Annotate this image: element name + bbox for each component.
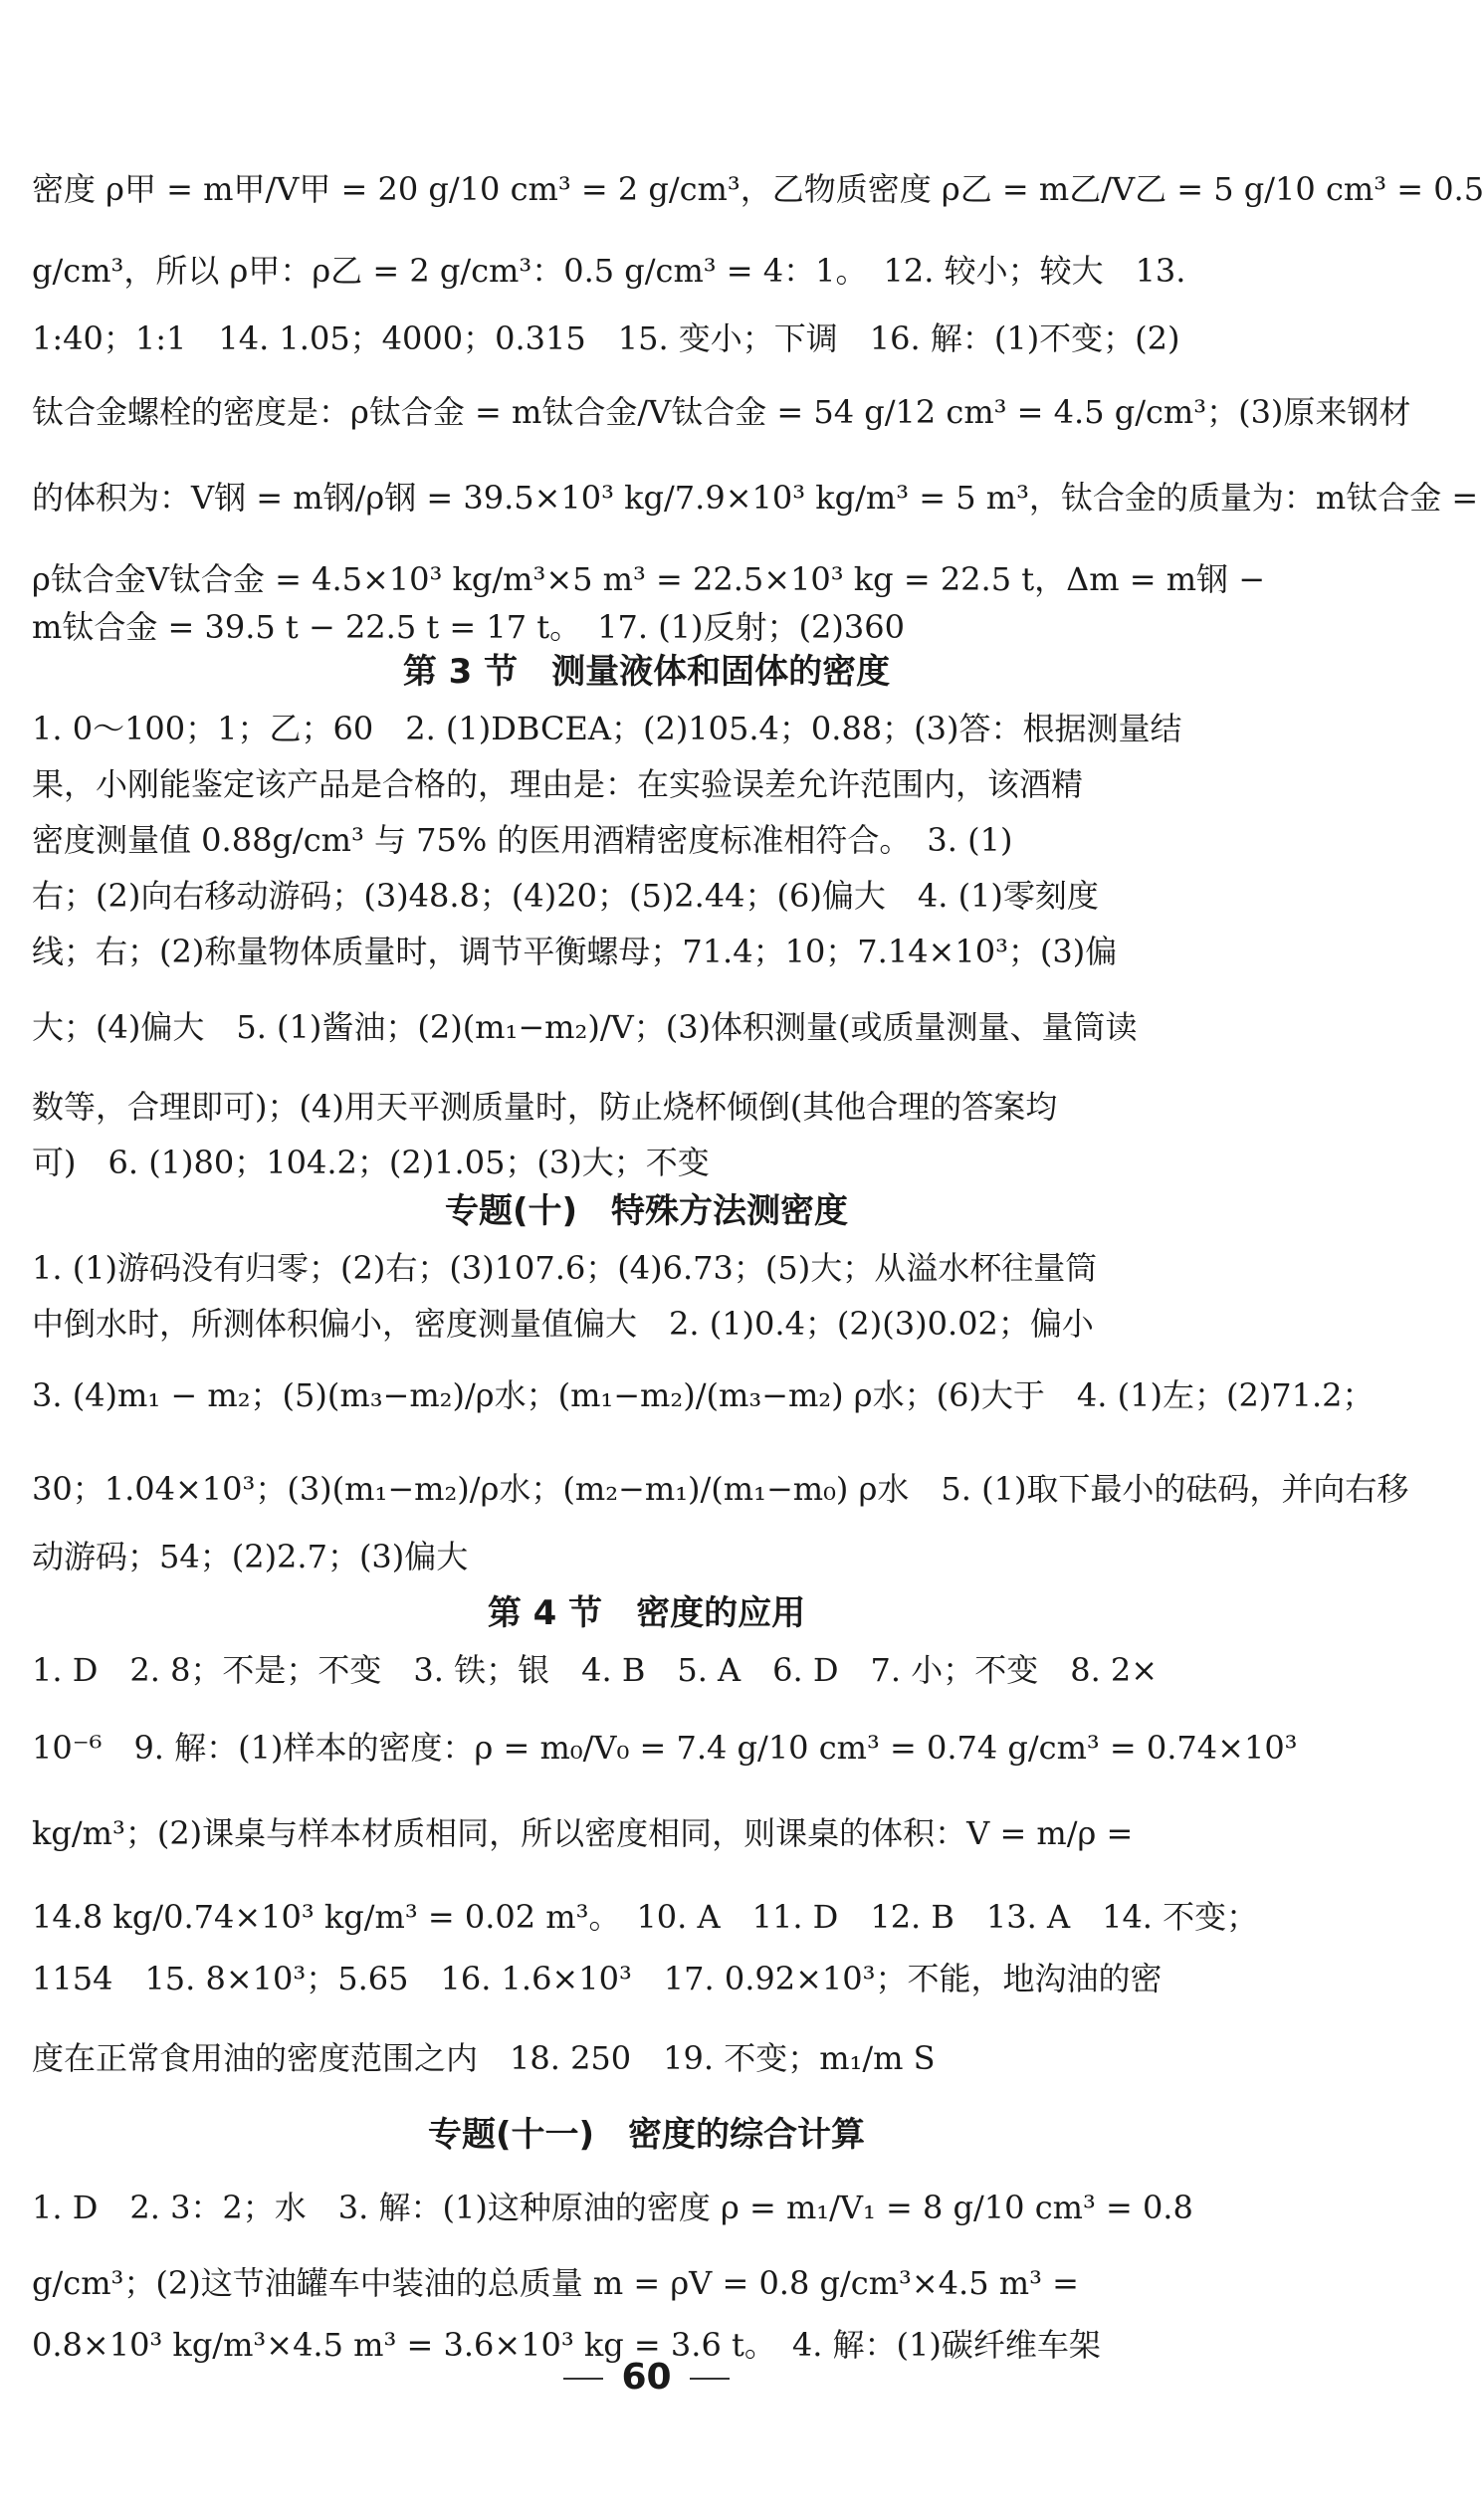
divider <box>690 2378 730 2380</box>
text-line: 1:40；1:1 14. 1.05；4000；0.315 15. 变小；下调 16. 解：(1)不变；(2) <box>32 319 1180 357</box>
text-line: 1. D 2. 3：2；水 3. 解：(1)这种原油的密度 ρ = m₁/V₁ = 8 g/10 cm³ = 0.8 <box>32 2189 1193 2226</box>
text-line: 14.8 kg/0.74×10³ kg/m³ = 0.02 m³。 10. A 11. D 12. B 13. A 14. 不变； <box>32 1898 1259 1936</box>
text-line: 1154 15. 8×10³；5.65 16. 1.6×10³ 17. 0.92×10³；不能，地沟油的密 <box>32 1960 1163 1997</box>
page-number-text: 60 <box>621 2357 672 2398</box>
text-line: 3. (4)m₁ − m₂；(5)(m₃−m₂)/ρ水；(m₁−m₂)/(m₃−m₂) ρ水；(6)大于 4. (1)左；(2)71.2； <box>32 1376 1375 1414</box>
section-heading: 专题(十) 特殊方法测密度 <box>444 1191 849 1231</box>
text-line: 动游码；54；(2)2.7；(3)偏大 <box>32 1538 469 1575</box>
text-line: 线；右；(2)称量物体质量时，调节平衡螺母；71.4；10；7.14×10³；(3)偏 <box>32 933 1118 970</box>
divider <box>563 2378 603 2380</box>
text-line: 钛合金螺栓的密度是：ρ钛合金 = m钛合金/V钛合金 = 54 g/12 cm³ = 4.5 g/cm³；(3)原来钢材 <box>32 393 1411 431</box>
text-line: 1. (1)游码没有归零；(2)右；(3)107.6；(4)6.73；(5)大；从溢水杯往量筒 <box>32 1249 1098 1287</box>
text-line: m钛合金 = 39.5 t − 22.5 t = 17 t。 17. (1)反射；(2)360 <box>32 608 905 646</box>
text-line: 0.8×10³ kg/m³×4.5 m³ = 3.6×10³ kg = 3.6 t。 4. 解：(1)碳纤维车架 <box>32 2326 1101 2364</box>
text-line: g/cm³；(2)这节油罐车中装油的总质量 m = ρV = 0.8 g/cm³×4.5 m³ = <box>32 2264 1079 2302</box>
text-line: 的体积为：V钢 = m钢/ρ钢 = 39.5×10³ kg/7.9×10³ kg/m³ = 5 m³，钛合金的质量为：m钛合金 = <box>32 479 1479 517</box>
text-line: 1. D 2. 8；不是；不变 3. 铁；银 4. B 5. A 6. D 7. 小；不变 8. 2× <box>32 1651 1159 1689</box>
text-line: 10⁻⁶ 9. 解：(1)样本的密度：ρ = m₀/V₀ = 7.4 g/10 cm³ = 0.74 g/cm³ = 0.74×10³ <box>32 1729 1298 1767</box>
text-line: 密度测量值 0.88g/cm³ 与 75% 的医用酒精密度标准相符合。 3. (1) <box>32 821 1013 859</box>
text-line: ρ钛合金V钛合金 = 4.5×10³ kg/m³×5 m³ = 22.5×10³ kg = 22.5 t，Δm = m钢 − <box>32 560 1266 598</box>
section-heading: 专题(十一) 密度的综合计算 <box>427 2115 866 2155</box>
text-line: 密度 ρ甲 = m甲/V甲 = 20 g/10 cm³ = 2 g/cm³，乙物质密度 ρ乙 = m乙/V乙 = 5 g/10 cm³ = 0.5 <box>32 170 1484 208</box>
text-line: 中倒水时，所测体积偏小，密度测量值偏大 2. (1)0.4；(2)(3)0.02；偏小 <box>32 1305 1094 1343</box>
text-line: 数等，合理即可)；(4)用天平测质量时，防止烧杯倾倒(其他合理的答案均 <box>32 1088 1058 1126</box>
section-heading: 第 4 节 密度的应用 <box>487 1593 806 1633</box>
text-line: 大；(4)偏大 5. (1)酱油；(2)(m₁−m₂)/V；(3)体积测量(或质量测量、量筒读 <box>32 1008 1138 1046</box>
text-line: g/cm³，所以 ρ甲：ρ乙 = 2 g/cm³：0.5 g/cm³ = 4：1。 12. 较小；较大 13. <box>32 252 1186 290</box>
page-number <box>0 2357 1293 2398</box>
text-line: 果，小刚能鉴定该产品是合格的，理由是：在实验误差允许范围内，该酒精 <box>32 765 1084 803</box>
section-heading: 第 3 节 测量液体和固体的密度 <box>402 652 891 692</box>
text-line: 30；1.04×10³；(3)(m₁−m₂)/ρ水；(m₂−m₁)/(m₁−m₀) ρ水 5. (1)取下最小的砝码，并向右移 <box>32 1470 1409 1508</box>
text-line: 度在正常食用油的密度范围之内 18. 250 19. 不变；m₁/m S <box>32 2039 936 2077</box>
text-line: 可) 6. (1)80；104.2；(2)1.05；(3)大；不变 <box>32 1144 710 1181</box>
text-line: kg/m³；(2)课桌与样本材质相同，所以密度相同，则课桌的体积：V = m/ρ = <box>32 1814 1134 1852</box>
text-line: 1. 0～100；1；乙；60 2. (1)DBCEA；(2)105.4；0.88；(3)答：根据测量结 <box>32 710 1182 747</box>
text-line: 右；(2)向右移动游码；(3)48.8；(4)20；(5)2.44；(6)偏大 4. (1)零刻度 <box>32 877 1099 915</box>
